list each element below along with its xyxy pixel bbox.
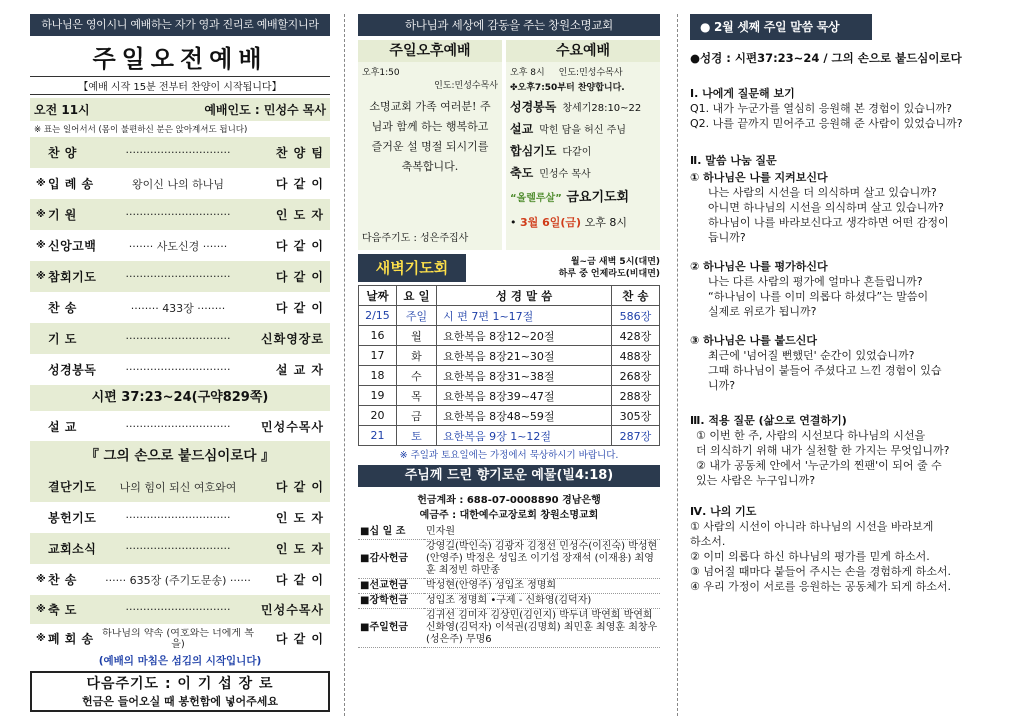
friday-time: 오후 8시 [584, 216, 627, 229]
table-cell: 토 [396, 426, 436, 446]
order-right: 다 같 이 [275, 632, 324, 646]
text-line: ① 이번 한 주, 사람의 시선보다 하나님의 시선을 [696, 429, 926, 442]
dawn-header [358, 254, 660, 282]
table-cell: 288장 [611, 386, 659, 406]
table-cell: 요한복음 9장 1~12절 [437, 426, 612, 446]
dawn-info-1: 월~금 새벽 5시(대면) [570, 257, 660, 267]
order-label: 입 례 송 [48, 177, 94, 191]
order-right: 신화영장로 [261, 332, 324, 346]
divider [344, 14, 345, 716]
wednesday-row-key: 축도 [510, 166, 534, 180]
text-line: “하나님이 나를 이미 의롭다 하셨다”는 말씀이 [708, 290, 929, 303]
friday-tag: “올렐루살” [510, 193, 562, 204]
order-star: ※ [36, 604, 46, 615]
section-title: Ⅱ. 말씀 나눔 질문 [690, 154, 777, 167]
wednesday-row [506, 161, 660, 183]
order-item [30, 230, 330, 261]
offering-value: 강영길(박인숙) 김광자 김정선 민성수(이진숙) 박성현(안영주) 박정은 성입조 이기섭 장재석 (이재용) 최영훈 최정빈 하만종 [424, 540, 660, 579]
order-list [30, 137, 330, 385]
text-line: 하나님이 나를 바라보신다고 생각하면 어떤 감정이 [708, 216, 949, 229]
table-header-cell: 요 일 [396, 286, 436, 306]
wednesday-row [506, 139, 660, 161]
offering-value: 민자원 [424, 525, 660, 540]
afternoon-next: 다음주기도 : 성은주집사 [362, 233, 469, 244]
service-time: 오전 11시 [34, 103, 90, 117]
table-cell: 268장 [611, 366, 659, 386]
table-cell: 요한복음 8장39~47절 [437, 386, 612, 406]
wednesday-row [506, 95, 660, 117]
order-label: 기 원 [48, 208, 77, 222]
order-mid: ······························ [125, 146, 231, 159]
table-row [359, 326, 660, 346]
order-label: 설 교 [48, 419, 77, 434]
offering-note: 헌금은 들어오실 때 봉헌함에 넣어주세요 [82, 695, 278, 708]
afternoon-leader: 인도:민성수목사 [434, 81, 498, 91]
closing-note: (예배의 마침은 섬김의 시작입니다) [98, 655, 262, 667]
meditation-column [690, 14, 1010, 716]
order-label: 찬 양 [48, 146, 77, 160]
time-row [30, 98, 330, 121]
order-item [30, 411, 330, 441]
wednesday-leader: 인도:민성수목사 [558, 68, 623, 78]
order-item [30, 292, 330, 323]
order-mid: ········ 433장 ········ [130, 301, 226, 315]
section-lines [690, 519, 1010, 594]
order-mid: ······························ [125, 332, 231, 345]
offering-value: 성입조 정명희 •구제 - 신화영(김덕자) [424, 594, 660, 609]
table-row [359, 386, 660, 406]
offering-row [358, 579, 660, 594]
order-right: 설 교 자 [275, 363, 324, 377]
order-item [30, 624, 330, 653]
question-title: ① 하나님은 나를 지켜보신다 [690, 171, 828, 184]
next-prayer: 다음주기도 : 이 기 섭 장 로 [86, 676, 274, 692]
table-cell: 18 [359, 366, 397, 386]
order-label: 신앙고백 [48, 239, 97, 253]
text-line: 니까? [708, 379, 736, 392]
wednesday-title: 수요예배 [506, 40, 660, 62]
table-cell: 수 [396, 366, 436, 386]
table-cell: 305장 [611, 406, 659, 426]
afternoon-title: 주일오후예배 [358, 40, 502, 62]
dawn-info-2: 하루 중 언제라도(비대면) [558, 269, 660, 279]
text-line: 나는 다른 사람의 평가에 얼마나 흔들립니까? [708, 275, 923, 288]
order-right: 인 도 자 [275, 511, 324, 525]
order-mid: ······························ [125, 363, 231, 376]
afternoon-time: 오후1:50 [362, 68, 400, 78]
order-item [30, 564, 330, 595]
order-mid: ······ 635장 (주기도문송) ······ [105, 573, 251, 587]
table-header [359, 286, 660, 306]
section-title: Ⅲ. 적용 질문 (삶으로 연결하기) [690, 414, 847, 427]
order-item [30, 595, 330, 624]
section-lines [690, 428, 1010, 488]
table-note: ※ 주일과 토요일에는 가정에서 묵상하시기 바랍니다. [399, 450, 619, 461]
order-mid: 나의 힘이 되신 여호와여 [119, 480, 237, 494]
order-mid: 하나님의 약속 (여호와는 너에게 복을) [102, 627, 254, 650]
order-mid: ······························ [125, 419, 231, 433]
order-mid: ······· 사도신경 ······· [128, 239, 228, 253]
order-mid: ······························ [125, 270, 231, 283]
next-prayer-box [30, 671, 330, 712]
table-cell: 428장 [611, 326, 659, 346]
morning-worship-column [30, 14, 330, 716]
order-right: 인 도 자 [275, 208, 324, 222]
order-right: 다 같 이 [275, 573, 324, 587]
text-line: 하소서. [690, 535, 726, 548]
offering-key: ■장학헌금 [358, 594, 424, 609]
offering-key: ■감사헌금 [358, 540, 424, 579]
account-holder: 예금주 : 대한예수교장로회 창원소명교회 [419, 510, 599, 521]
question-title: ② 하나님은 나를 평가하신다 [690, 260, 828, 273]
text-line: 듭니까? [708, 231, 746, 244]
order-label: 성경봉독 [48, 363, 97, 377]
offering-row [358, 609, 660, 648]
order-list [30, 471, 330, 653]
text-line: ③ 넘어질 때마다 붙들어 주시는 손을 경험하게 하소서. [690, 565, 951, 578]
order-right: 민성수목사 [261, 419, 324, 434]
wednesday-row-value: 민성수 목사 [539, 169, 591, 180]
table-header-cell: 날짜 [359, 286, 397, 306]
order-item [30, 168, 330, 199]
order-right: 다 같 이 [275, 270, 324, 284]
question-title: ③ 하나님은 나를 붙드신다 [690, 334, 818, 347]
text-line: ④ 우리 가정이 서로를 응원하는 공동체가 되게 하소서. [690, 580, 951, 593]
offering-key: ■주일헌금 [358, 609, 424, 648]
divider [677, 14, 678, 716]
order-mid: ······························ [125, 511, 231, 524]
table-cell: 주일 [396, 306, 436, 326]
wednesday-time: 오후 8시 [510, 68, 545, 78]
service-leader: 예배인도 : 민성수 목사 [204, 103, 326, 117]
table-cell: 금 [396, 406, 436, 426]
offering-row [358, 594, 660, 609]
table-row [359, 346, 660, 366]
offering-value: 김귀선 김미자 김상민(김인지) 박두녀 박연희 박연희 신화영(김덕자) 이석권(김명희) 최민훈 최영훈 최창우(성은주) 무명6 [424, 609, 660, 648]
dawn-info [466, 256, 660, 280]
section-lines [690, 101, 1010, 131]
order-star: ※ [36, 271, 46, 282]
text-line: 최근에 '넘어질 뻔했던' 순간이 있었습니까? [708, 349, 915, 362]
table-cell: 요한복음 8장12~20절 [437, 326, 612, 346]
text-line: 그때 하나님이 붙들어 주셨다고 느낀 경험이 있습 [708, 364, 942, 377]
wednesday-row-value: 창세기28:10~22 [562, 103, 642, 114]
order-star: ※ [36, 178, 46, 189]
table-cell: 16 [359, 326, 397, 346]
wednesday-row-key: 설교 [510, 122, 534, 136]
friday-row [510, 186, 656, 205]
table-cell: 21 [359, 426, 397, 446]
order-label: 폐 회 송 [48, 632, 94, 646]
order-label: 참회기도 [48, 270, 97, 284]
table-cell: 요한복음 8장48~59절 [437, 406, 612, 426]
wednesday-row-value: 다같이 [562, 147, 592, 158]
order-right: 인 도 자 [275, 542, 324, 556]
order-item [30, 199, 330, 230]
text-line: 아니면 하나님의 시선을 의식하며 살고 있습니까? [708, 201, 944, 214]
column-header: 하나님과 세상에 감동을 주는 창원소명교회 [358, 14, 660, 36]
wednesday-worship [506, 40, 660, 250]
order-right: 다 같 이 [275, 177, 324, 191]
table-cell: 요한복음 8장21~30절 [437, 346, 612, 366]
table-cell: 488장 [611, 346, 659, 366]
scripture-ref: 시편 37:23~24(구약829쪽) [30, 385, 330, 411]
order-mid: ······························ [125, 603, 231, 616]
order-label: 결단기도 [48, 480, 97, 494]
meditation-scripture: ●성경 : 시편37:23~24 / 그의 손으로 붙드심이로다 [690, 51, 962, 65]
order-mid: 왕이신 나의 하나님 [131, 177, 224, 191]
order-item [30, 137, 330, 168]
offering-row [358, 525, 660, 540]
section-title: Ⅳ. 나의 기도 [690, 505, 757, 518]
sermon-title: 『 그의 손으로 붙드심이로다 』 [30, 441, 330, 471]
friday-date: 3월 6일(금) [520, 216, 582, 229]
order-label: 기 도 [48, 332, 77, 346]
dawn-title: 새벽기도회 [358, 254, 466, 282]
order-right: 찬 양 팀 [275, 146, 324, 160]
table-row [359, 366, 660, 386]
order-mid: ······························ [125, 542, 231, 555]
text-line: Q1. 내가 누군가를 열심히 응원해 본 경험이 있습니까? [690, 102, 952, 115]
text-line: 더 의식하기 위해 내가 실천할 한 가지는 무엇입니까? [696, 444, 950, 457]
order-star: ※ [36, 240, 46, 251]
wednesday-rows [506, 95, 660, 183]
friday-date-row: • 3월 6일(금) 오후 8시 [510, 216, 627, 229]
table-cell: 월 [396, 326, 436, 346]
order-label: 교회소식 [48, 542, 97, 556]
wednesday-row-value: 막힌 담을 허신 주님 [539, 125, 627, 136]
question-lines [690, 348, 1010, 393]
table-cell: 목 [396, 386, 436, 406]
order-label: 봉헌기도 [48, 511, 97, 525]
offering-title: 주님께 드린 향기로운 예물(빌4:18) [358, 465, 660, 487]
service-boxes [358, 40, 660, 250]
offering-table [358, 525, 660, 648]
order-label: 찬 송 [48, 301, 77, 315]
order-item [30, 261, 330, 292]
table-cell: 요한복음 8장31~38절 [437, 366, 612, 386]
text-line: 있는 사람은 누구입니까? [696, 474, 816, 487]
text-line: ① 사람의 시선이 아니라 하나님의 시선을 바라보게 [690, 520, 934, 533]
section-title: Ⅰ. 나에게 질문해 보기 [690, 87, 795, 100]
table-cell: 시 편 7편 1~17절 [437, 306, 612, 326]
text-line: 나는 사람의 시선을 더 의식하며 살고 있습니까? [708, 186, 937, 199]
text-line: Q2. 나를 끝까지 믿어주고 응원해 준 사람이 있었습니까? [690, 117, 963, 130]
order-item [30, 502, 330, 533]
table-row [359, 306, 660, 326]
order-star: ※ [36, 574, 46, 585]
text-line: ② 내가 공동체 안에서 '누군가의 찐팬'이 되어 줄 수 [696, 459, 942, 472]
order-item [30, 533, 330, 564]
table-row [359, 406, 660, 426]
column-header: ● 2월 셋째 주일 말씀 묵상 [690, 14, 872, 40]
order-star: ※ [36, 209, 46, 220]
text-line: 실제로 위로가 됩니까? [708, 305, 817, 318]
table-cell: 20 [359, 406, 397, 426]
standing-note: ※ 표는 일어서서 (몸이 불편하신 분은 앉아계셔도 됩니다) [34, 125, 248, 135]
subtitle: 【예배 시작 15분 전부터 찬양이 시작됩니다】 [30, 76, 330, 95]
offering-row [358, 540, 660, 579]
church-info-column [358, 14, 660, 716]
offering-key: ■십 일 조 [358, 525, 424, 540]
wednesday-note: ✤오후7:50부터 찬양합니다. [510, 83, 625, 93]
offering-value: 박성현(안영주) 성입조 정명희 [424, 579, 660, 594]
table-cell: 17 [359, 346, 397, 366]
order-label: 찬 송 [48, 573, 77, 587]
order-right: 다 같 이 [275, 239, 324, 253]
order-right: 다 같 이 [275, 480, 324, 494]
column-header: 하나님은 영이시니 예배하는 자가 영과 진리로 예배할지니라 [30, 14, 330, 36]
order-item [30, 471, 330, 502]
wednesday-row-key: 성경봉독 [510, 100, 557, 114]
table-header-cell: 찬 송 [611, 286, 659, 306]
question-lines [690, 274, 1010, 319]
table-row [359, 426, 660, 446]
table-cell: 19 [359, 386, 397, 406]
order-label: 축 도 [48, 603, 77, 617]
afternoon-worship [358, 40, 502, 250]
page-title: 주일오전예배 [92, 45, 268, 73]
afternoon-message: 소명교회 가족 여러분! 주님과 함께 하는 행복하고 즐거운 설 명절 되시기를 축복합니다. [369, 100, 491, 173]
account-info: 헌금계좌 : 688-07-0008890 경남은행 [417, 495, 601, 506]
text-line: ② 이미 의롭다 하신 하나님의 평가를 믿게 하소서. [690, 550, 930, 563]
dawn-table [358, 285, 660, 446]
table-header-cell: 성 경 말 씀 [437, 286, 612, 306]
wednesday-row-key: 합심기도 [510, 144, 557, 158]
order-item [30, 323, 330, 354]
table-cell: 586장 [611, 306, 659, 326]
order-item [30, 354, 330, 385]
wednesday-info [506, 62, 660, 78]
table-cell: 287장 [611, 426, 659, 446]
offering-key: ■선교헌금 [358, 579, 424, 594]
order-right: 다 같 이 [275, 301, 324, 315]
friday-title: 금요기도회 [566, 190, 630, 205]
table-cell: 2/15 [359, 306, 397, 326]
wednesday-row [506, 117, 660, 139]
table-cell: 화 [396, 346, 436, 366]
order-right: 민성수목사 [261, 603, 324, 617]
order-mid: ······························ [125, 208, 231, 221]
question-lines [690, 185, 1010, 245]
order-star: ※ [36, 633, 46, 644]
